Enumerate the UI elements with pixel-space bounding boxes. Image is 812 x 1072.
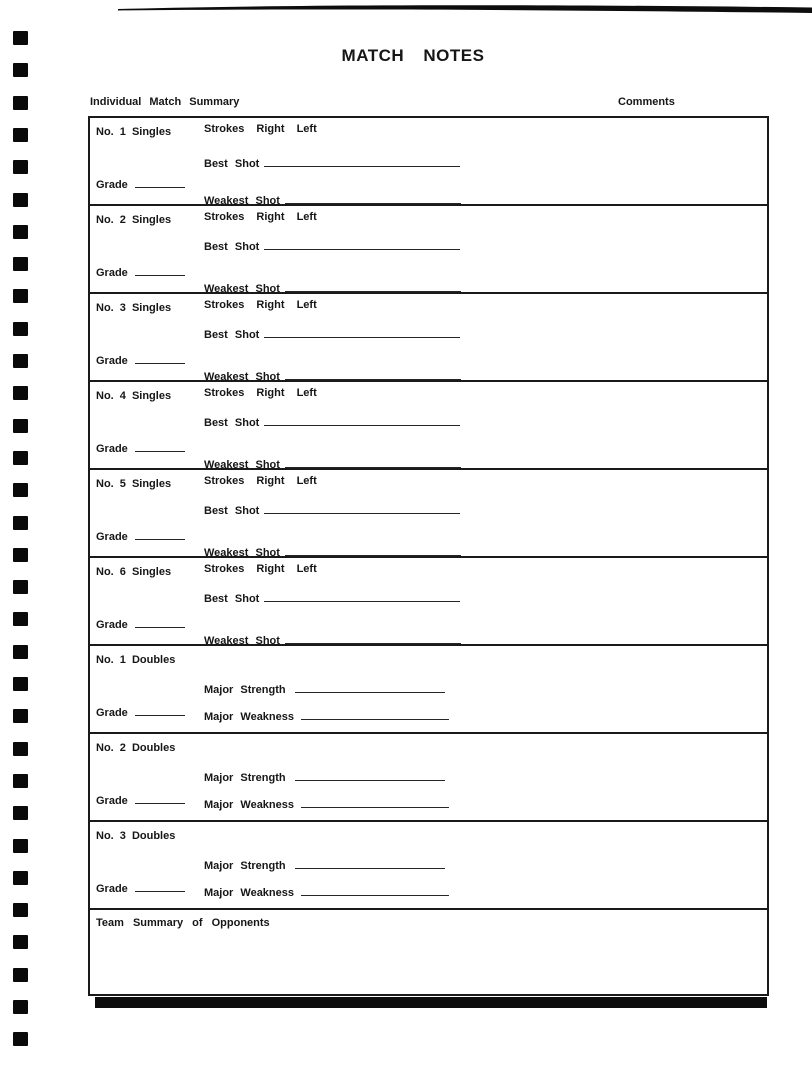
binding-hole (13, 935, 28, 949)
best-shot-field (204, 329, 460, 341)
grade-label: Grade (96, 267, 128, 279)
weakest-shot-line (285, 278, 461, 292)
major-weakness-field (204, 794, 449, 811)
row-no-3-doubles (90, 820, 767, 908)
binding-hole (13, 160, 28, 174)
binding-hole (13, 774, 28, 788)
binding-hole (13, 516, 28, 530)
comments-header: Comments (618, 96, 675, 108)
binding-hole (13, 451, 28, 465)
grade-label: Grade (96, 355, 128, 367)
weakest-shot-label: Weakest Shot (204, 283, 280, 295)
grade-field (96, 437, 185, 455)
grade-field (96, 789, 185, 807)
grade-line (135, 789, 185, 804)
best-shot-label: Best Shot (204, 593, 260, 605)
binding-hole (13, 1000, 28, 1014)
grade-label: Grade (96, 619, 128, 631)
binding-hole (13, 806, 28, 820)
binding-hole (13, 128, 28, 142)
row-no-4-singles (90, 380, 767, 471)
major-weakness-label: Major Weakness (204, 799, 295, 811)
grade-field (96, 525, 185, 543)
binding-hole (13, 483, 28, 497)
major-strength-field (204, 767, 445, 784)
major-strength-field (204, 855, 445, 872)
binding-hole (13, 419, 28, 433)
row-no-1-doubles (90, 644, 767, 732)
grade-field (96, 613, 185, 631)
major-weakness-label: Major Weakness (204, 711, 295, 723)
weakest-shot-label: Weakest Shot (204, 371, 280, 383)
binding-hole (13, 289, 28, 303)
binding-hole (13, 742, 28, 756)
best-shot-field (204, 241, 460, 253)
binding-hole (13, 322, 28, 336)
major-strength-line (295, 855, 445, 869)
weakest-shot-line (285, 630, 461, 644)
binding-hole (13, 548, 28, 562)
best-shot-line (264, 593, 460, 602)
binding-hole (13, 63, 28, 77)
strokes-label: Strokes Right Left (204, 387, 317, 399)
binding-hole (13, 1032, 28, 1046)
position-label: No. 5 Singles (96, 478, 172, 490)
binding-hole (13, 257, 28, 271)
weakest-shot-line (285, 190, 461, 204)
grade-line (135, 349, 185, 364)
position-label: No. 2 Singles (96, 214, 172, 226)
best-shot-line (264, 241, 460, 250)
major-strength-line (295, 679, 445, 693)
grade-line (135, 173, 185, 188)
binding-hole (13, 871, 28, 885)
best-shot-line (264, 329, 460, 338)
grade-field (96, 877, 185, 895)
grade-line (135, 701, 185, 716)
binding-hole (13, 580, 28, 594)
grade-line (135, 613, 185, 628)
strokes-label: Strokes Right Left (204, 211, 317, 223)
position-label: No. 1 Doubles (96, 654, 176, 666)
grade-field (96, 701, 185, 719)
position-label: No. 4 Singles (96, 390, 172, 402)
binding-hole (13, 612, 28, 626)
weakest-shot-line (285, 366, 461, 380)
major-strength-line (295, 767, 445, 781)
best-shot-field (204, 593, 460, 605)
strokes-label: Strokes Right Left (204, 123, 317, 135)
best-shot-label: Best Shot (204, 158, 260, 170)
major-strength-label: Major Strength (204, 684, 286, 696)
major-weakness-field (204, 882, 449, 899)
binding-hole (13, 354, 28, 368)
binding-hole (13, 96, 28, 110)
major-weakness-field (204, 706, 449, 723)
binding-hole (13, 193, 28, 207)
major-weakness-line (301, 706, 449, 720)
weakest-shot-line (285, 542, 461, 556)
grade-field (96, 261, 185, 279)
major-weakness-line (301, 794, 449, 808)
binding-hole (13, 709, 28, 723)
best-shot-field (204, 417, 460, 429)
binding-hole (13, 225, 28, 239)
grade-label: Grade (96, 707, 128, 719)
position-label: No. 3 Doubles (96, 830, 176, 842)
grade-label: Grade (96, 883, 128, 895)
grade-line (135, 261, 185, 276)
row-no-5-singles (90, 468, 767, 559)
binding-hole (13, 645, 28, 659)
grade-label: Grade (96, 443, 128, 455)
major-strength-field (204, 679, 445, 696)
row-no-1-singles (90, 118, 767, 207)
match-notes-form (88, 116, 769, 996)
major-weakness-label: Major Weakness (204, 887, 295, 899)
strokes-label: Strokes Right Left (204, 299, 317, 311)
position-label: No. 6 Singles (96, 566, 172, 578)
team-summary-label: Team Summary of Opponents (96, 917, 270, 929)
best-shot-label: Best Shot (204, 329, 260, 341)
major-strength-label: Major Strength (204, 772, 286, 784)
grade-label: Grade (96, 531, 128, 543)
best-shot-label: Best Shot (204, 505, 260, 517)
best-shot-label: Best Shot (204, 417, 260, 429)
grade-label: Grade (96, 795, 128, 807)
best-shot-field (204, 505, 460, 517)
grade-field (96, 173, 185, 191)
best-shot-line (264, 505, 460, 514)
page-title: MATCH NOTES (341, 46, 485, 65)
weakest-shot-line (285, 454, 461, 468)
weakest-shot-label: Weakest Shot (204, 459, 280, 471)
row-team-summary (90, 908, 767, 994)
row-no-2-doubles (90, 732, 767, 820)
position-label: No. 2 Doubles (96, 742, 176, 754)
strokes-label: Strokes Right Left (204, 475, 317, 487)
page-bottom-edge-scan-bar (95, 997, 767, 1008)
binding-hole (13, 839, 28, 853)
grade-field (96, 349, 185, 367)
row-no-3-singles (90, 292, 767, 383)
best-shot-label: Best Shot (204, 241, 260, 253)
binding-hole (13, 677, 28, 691)
position-label: No. 1 Singles (96, 126, 172, 138)
weakest-shot-label: Weakest Shot (204, 635, 280, 647)
page-top-edge-scan-line (0, 0, 812, 16)
best-shot-field (204, 153, 460, 170)
grade-line (135, 437, 185, 452)
position-label: No. 3 Singles (96, 302, 172, 314)
grade-label: Grade (96, 179, 128, 191)
section-header: Individual Match Summary (90, 96, 240, 108)
binding-hole (13, 31, 28, 45)
row-no-6-singles (90, 556, 767, 647)
best-shot-line (264, 417, 460, 426)
binding-hole (13, 968, 28, 982)
binding-hole (13, 386, 28, 400)
best-shot-line (264, 153, 460, 167)
major-strength-label: Major Strength (204, 860, 286, 872)
strokes-label: Strokes Right Left (204, 563, 317, 575)
grade-line (135, 525, 185, 540)
binding-hole (13, 903, 28, 917)
row-no-2-singles (90, 204, 767, 295)
weakest-shot-label: Weakest Shot (204, 195, 280, 207)
weakest-shot-label: Weakest Shot (204, 547, 280, 559)
grade-line (135, 877, 185, 892)
major-weakness-line (301, 882, 449, 896)
